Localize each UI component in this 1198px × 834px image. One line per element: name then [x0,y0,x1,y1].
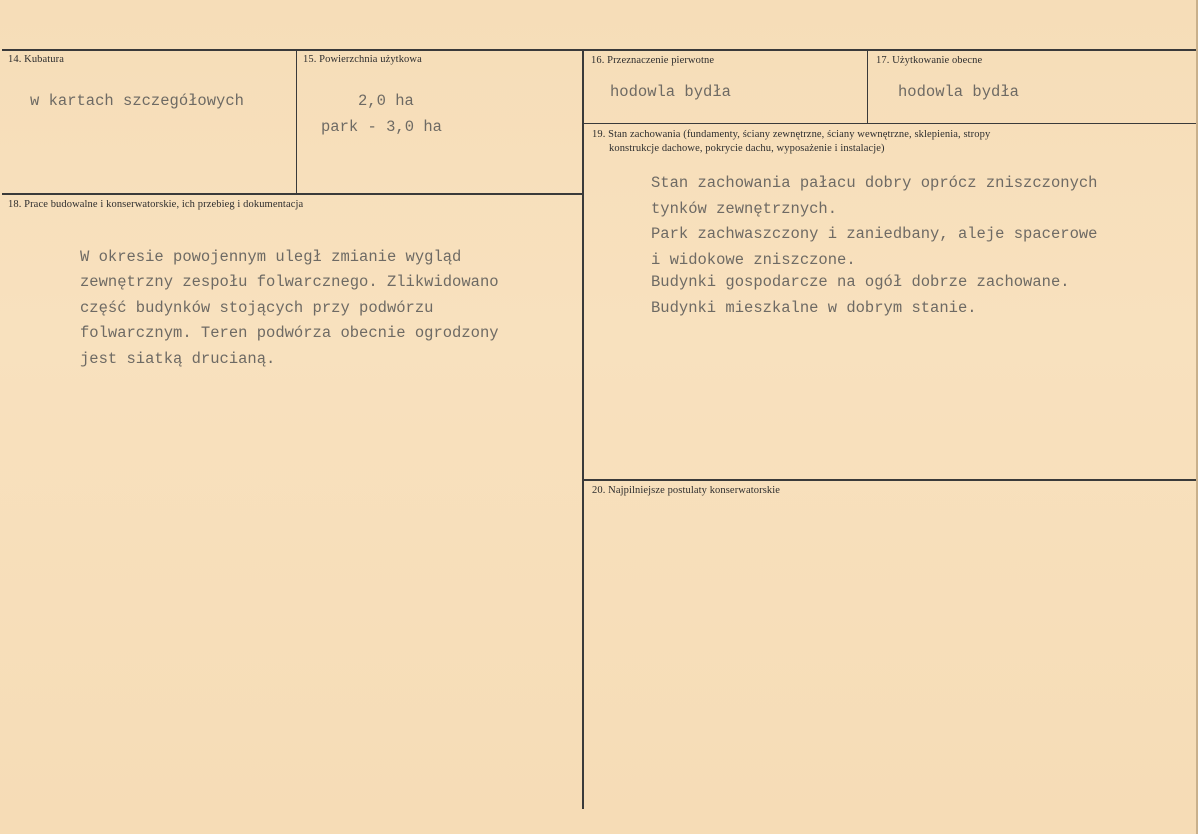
top-rule [2,49,1196,51]
field-15-line-2: park - 3,0 ha [321,118,442,136]
divider-16-17 [867,51,868,123]
field-16-value: hodowla bydła [610,83,731,101]
field-19-line-1: Stan zachowania pałacu dobry oprócz zniszczonych [651,174,1098,192]
field-20-label: 20. Najpilniejsze postulaty konserwatorskie [592,485,781,496]
field-18-label: 18. Prace budowalne i konserwatorskie, ich przebieg i dokumentacja [8,199,304,210]
field-18-line-2: zewnętrzny zespołu folwarcznego. Zlikwidowano [80,273,499,291]
field-19-label-line-2: konstrukcje dachowe, pokrycie dachu, wyposażenie i instalacje) [609,143,885,154]
field-18-line-1: W okresie powojennym uległ zmianie wygląd [80,248,462,266]
field-17-label: 17. Użytkowanie obecne [876,55,983,66]
field-16-label: 16. Przeznaczenie pierwotne [591,55,715,66]
center-divider [582,51,584,809]
divider-14-15 [296,51,297,193]
rule-under-16-17 [584,123,1196,124]
field-18-line-5: jest siatką drucianą. [80,350,276,368]
field-18-line-3: część budynków stojących przy podwórzu [80,299,434,317]
field-14-value: w kartach szczegółowych [30,92,244,110]
rule-under-14-15 [2,193,582,195]
field-18-line-4: folwarcznym. Teren podwórza obecnie ogrodzony [80,324,499,342]
field-15-line-1: 2,0 ha [358,92,414,110]
field-19-line-2: tynków zewnętrznych. [651,200,838,218]
field-17-value: hodowla bydła [898,83,1019,101]
rule-under-19 [584,479,1196,481]
field-15-label: 15. Powierzchnia użytkowa [303,54,422,65]
field-19-line-5: Budynki gospodarcze na ogół dobrze zachowane. [651,273,1070,291]
field-14-label: 14. Kubatura [8,54,65,65]
field-19-line-6: Budynki mieszkalne w dobrym stanie. [651,299,977,317]
field-19-line-3: Park zachwaszczony i zaniedbany, aleje spacerowe [651,225,1098,243]
field-19-line-4: i widokowe zniszczone. [651,251,856,269]
field-19-label-line-1: 19. Stan zachowania (fundamenty, ściany zewnętrzne, ściany wewnętrzne, sklepienia, stropy [592,129,991,140]
